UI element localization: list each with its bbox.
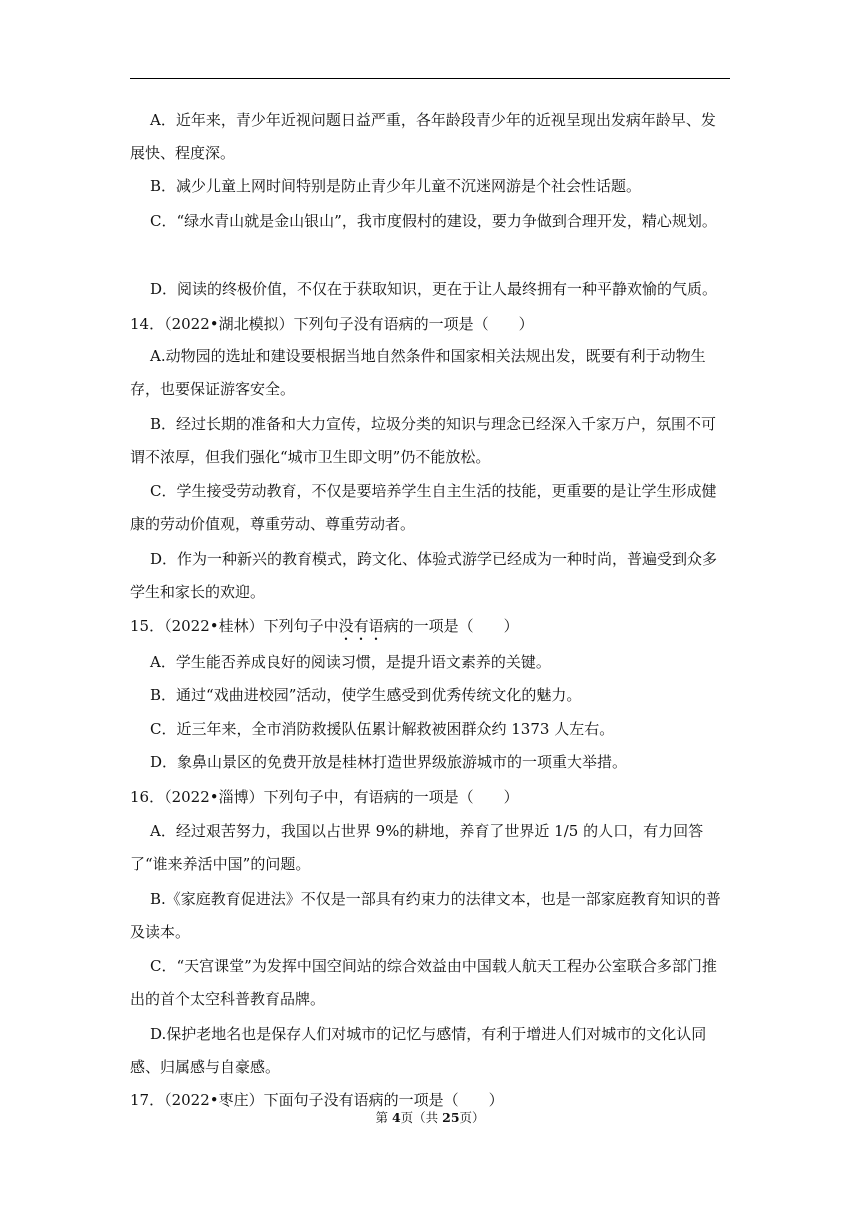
q14-stem: 14．（2022•湖北模拟）下列句子没有语病的一项是（ ）: [130, 315, 534, 333]
q16-option-a: A．经过艰苦努力，我国以占世界 9%的耕地，养育了世界近 1/5 的人口，有力回答了“谁来养活中国”的问题。: [130, 822, 704, 873]
footer-prefix: 第: [375, 1110, 392, 1125]
footer-total-pages: 25: [442, 1110, 460, 1125]
q14-option-b: B．经过长期的准备和大力宣传，垃圾分类的知识与理念已经深入千家万户，氛围不可谓不浓厚，但我们强化“城市卫生即文明”仍不能放松。: [130, 415, 717, 466]
q15-stem-post: 病的一项是（ ）: [383, 617, 519, 635]
footer-suffix: 页）: [459, 1110, 485, 1125]
footer-page-number: 4: [391, 1110, 401, 1125]
q15-stem-emphasis: 没有语: [338, 617, 384, 635]
page-footer: [0, 1108, 860, 1128]
footer-mid: 页（共: [400, 1110, 443, 1125]
q15-option-b: B．通过“戏曲进校园”活动，使学生感受到优秀传统文化的魅力。: [150, 686, 582, 704]
q14-option-c: C．学生接受劳动教育，不仅是要培养学生自主生活的技能，更重要的是让学生形成健康的劳动价值观，尊重劳动、尊重劳动者。: [130, 482, 717, 533]
q16-option-c: C．“天宫课堂”为发挥中国空间站的综合效益由中国载人航天工程办公室联合多部门推出的首个太空科普教育品牌。: [130, 957, 717, 1008]
q15-option-c: C．近三年来，全市消防救援队伍累计解救被困群众约 1373 人左右。: [150, 720, 615, 738]
q13-option-b: B．减少儿童上网时间特别是防止青少年儿童不沉迷网游是个社会性话题。: [150, 177, 642, 195]
q16-stem: 16．（2022•淄博）下列句子中，有语病的一项是（ ）: [130, 788, 519, 806]
q15-stem: [130, 610, 730, 644]
q13-option-a: A．近年来，青少年近视问题日益严重，各年龄段青少年的近视呈现出发病年龄早、发展快、程度深。: [130, 111, 716, 162]
q13-option-d: D．阅读的终极价值，不仅在于获取知识，更在于让人最终拥有一种平静欢愉的气质。: [150, 280, 718, 298]
q16-option-d: D.保护老地名也是保存人们对城市的记忆与感情，有利于增进人们对城市的文化认同感、归属感与自豪感。: [130, 1025, 707, 1076]
q17-stem: 17．（2022•枣庄）下面句子没有语病的一项是（ ）: [130, 1091, 504, 1109]
q14-option-a: A.动物园的选址和建设要根据当地自然条件和国家相关法规出发，既要有利于动物生存，也要保证游客安全。: [130, 347, 706, 398]
q16-option-b: B.《家庭教育促进法》不仅是一部具有约束力的法律文本，也是一部家庭教育知识的普及读本。: [130, 890, 721, 941]
q13-option-c: C．“绿水青山就是金山银山”，我市度假村的建设，要力争做到合理开发，精心规划。: [150, 212, 717, 230]
q15-option-d: D．象鼻山景区的免费开放是桂林打造世界级旅游城市的一项重大举措。: [150, 753, 628, 771]
header-rule: [130, 78, 730, 79]
q15-stem-pre: 15．（2022•桂林）下列句子中: [130, 617, 339, 635]
q14-option-d: D．作为一种新兴的教育模式，跨文化、体验式游学已经成为一种时尚，普遍受到众多学生和家长的欢迎。: [130, 550, 718, 601]
q15-option-a: A．学生能否养成良好的阅读习惯，是提升语文素养的关键。: [150, 653, 551, 671]
